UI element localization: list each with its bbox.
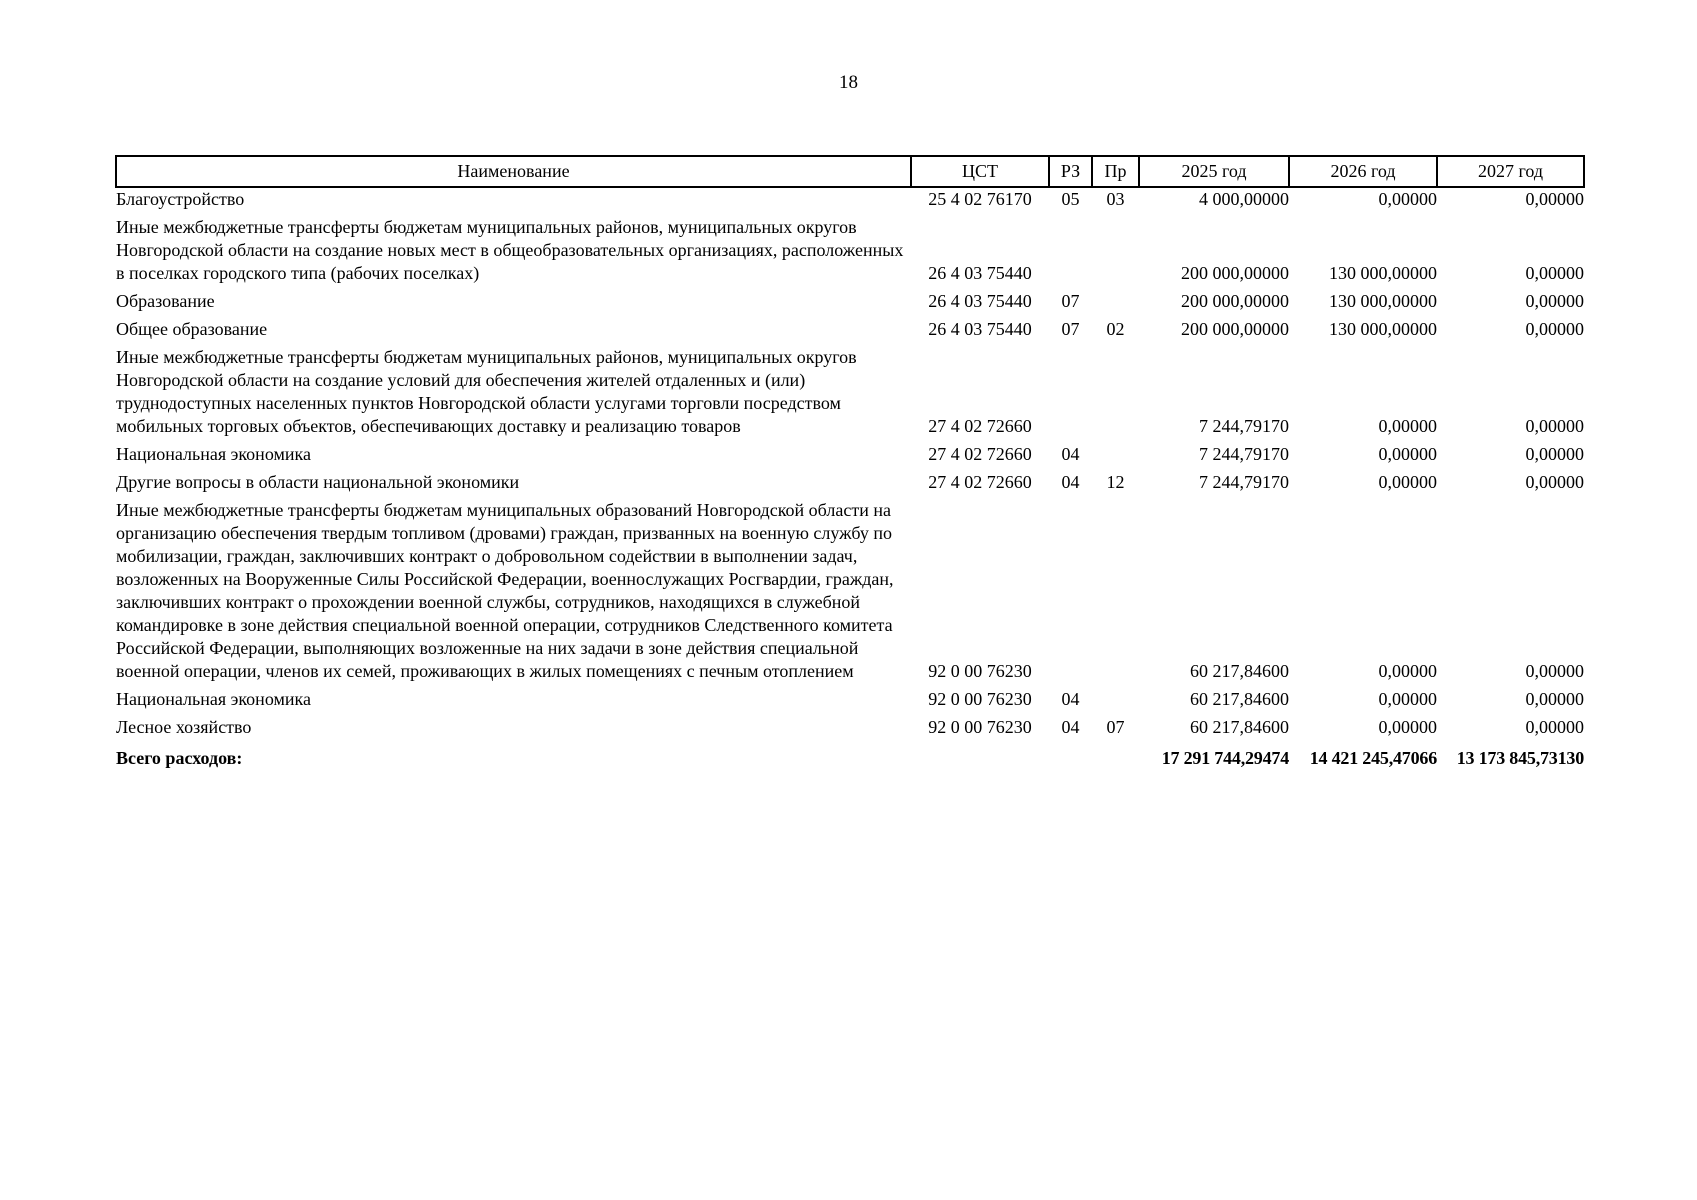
table-row — [116, 494, 1584, 683]
cell-2026: 130 000,00000 — [1329, 263, 1437, 283]
cell-rz — [1049, 341, 1092, 438]
cell-2025: 200 000,00000 — [1181, 263, 1289, 283]
total-cst — [911, 739, 1049, 770]
cell-2026: 0,00000 — [1378, 444, 1437, 464]
cell-rz: 04 — [1061, 717, 1080, 737]
cell-pr: 02 — [1106, 319, 1125, 339]
table-row — [116, 683, 1584, 711]
cell-rz: 07 — [1061, 319, 1080, 339]
cell-cst: 26 4 03 75440 — [928, 263, 1032, 283]
cell-cst: 25 4 02 76170 — [928, 189, 1032, 209]
cell-rz: 07 — [1061, 291, 1080, 311]
cell-pr — [1092, 211, 1139, 285]
cell-2026: 130 000,00000 — [1329, 291, 1437, 311]
cell-2025: 60 217,84600 — [1190, 689, 1289, 709]
cell-2027: 0,00000 — [1525, 689, 1584, 709]
cell-2026: 0,00000 — [1378, 189, 1437, 209]
cell-name: Общее образование — [116, 319, 268, 339]
table-row — [116, 187, 1584, 211]
cell-pr — [1092, 438, 1139, 466]
cell-rz — [1049, 494, 1092, 683]
cell-name: Национальная экономика — [116, 689, 311, 709]
cell-cst: 26 4 03 75440 — [928, 319, 1032, 339]
cell-name: Иные межбюджетные трансферты бюджетам муниципальных образований Новгородской области на организацию обеспечения твердым топливом (дровами) граждан, призванных на военную службу по мобилизации, граждан, заключивших контракт о добровольном содействии в выполнении задач, возложенных на Вооруженные Силы Российской Федерации, военнослужащих Росгвардии, граждан, заключивших контракт о прохождении военной службы, сотрудников, находящихся в служебной командировке в зоне действия специальной военной операции, сотрудников Следственного комитета Российской Федерации, выполняющих возложенные на них задачи в зоне действия специальной военной операции, членов их семей, проживающих в жилых помещениях с печным отоплением — [116, 500, 894, 681]
cell-2025: 200 000,00000 — [1181, 291, 1289, 311]
total-2027: 13 173 845,73130 — [1456, 748, 1584, 768]
cell-rz: 05 — [1061, 189, 1080, 209]
cell-pr: 07 — [1106, 717, 1125, 737]
cell-rz: 04 — [1061, 689, 1080, 709]
cell-2027: 0,00000 — [1525, 189, 1584, 209]
cell-pr: 12 — [1106, 472, 1125, 492]
cell-name: Образование — [116, 291, 215, 311]
table-row — [116, 711, 1584, 739]
cell-cst: 92 0 00 76230 — [928, 661, 1032, 681]
cell-pr — [1092, 285, 1139, 313]
cell-pr — [1092, 494, 1139, 683]
total-pr — [1092, 739, 1139, 770]
table-header-row — [116, 156, 1584, 187]
page-number: 18 — [839, 72, 858, 93]
cell-2025: 7 244,79170 — [1199, 472, 1289, 492]
cell-2025: 7 244,79170 — [1199, 444, 1289, 464]
total-label: Всего расходов: — [116, 748, 243, 768]
cell-cst: 26 4 03 75440 — [928, 291, 1032, 311]
header-pr: Пр — [1092, 156, 1139, 187]
cell-2026: 130 000,00000 — [1329, 319, 1437, 339]
table-row — [116, 313, 1584, 341]
total-row — [116, 739, 1584, 770]
total-rz — [1049, 739, 1092, 770]
cell-cst: 92 0 00 76230 — [928, 689, 1032, 709]
cell-2027: 0,00000 — [1525, 319, 1584, 339]
cell-2025: 60 217,84600 — [1190, 661, 1289, 681]
table-row — [116, 211, 1584, 285]
cell-2025: 60 217,84600 — [1190, 717, 1289, 737]
cell-rz: 04 — [1061, 444, 1080, 464]
cell-2025: 4 000,00000 — [1199, 189, 1289, 209]
header-name: Наименование — [116, 156, 911, 187]
cell-2026: 0,00000 — [1378, 717, 1437, 737]
cell-rz — [1049, 211, 1092, 285]
cell-2027: 0,00000 — [1525, 472, 1584, 492]
table-row — [116, 466, 1584, 494]
cell-2027: 0,00000 — [1525, 661, 1584, 681]
header-cst: ЦСТ — [911, 156, 1049, 187]
cell-2027: 0,00000 — [1525, 444, 1584, 464]
total-2025: 17 291 744,29474 — [1161, 748, 1289, 768]
budget-table — [115, 155, 1585, 770]
cell-name: Иные межбюджетные трансферты бюджетам муниципальных районов, муниципальных округов Новгородской области на создание новых мест в общеобразовательных организациях, расположенных в поселках городского типа (рабочих поселках) — [116, 217, 904, 283]
cell-2025: 7 244,79170 — [1199, 416, 1289, 436]
cell-2026: 0,00000 — [1378, 472, 1437, 492]
cell-2027: 0,00000 — [1525, 416, 1584, 436]
total-2026: 14 421 245,47066 — [1309, 748, 1437, 768]
header-rz: РЗ — [1049, 156, 1092, 187]
cell-name: Иные межбюджетные трансферты бюджетам муниципальных районов, муниципальных округов Новгородской области на создание условий для обеспечения жителей отдаленных и (или) труднодоступных населенных пунктов Новгородской области услугами торговли посредством мобильных торговых объектов, обеспечивающих доставку и реализацию товаров — [116, 347, 857, 436]
cell-pr — [1092, 341, 1139, 438]
cell-rz: 04 — [1061, 472, 1080, 492]
table-body — [116, 187, 1584, 739]
table-row — [116, 438, 1584, 466]
header-2027: 2027 год — [1437, 156, 1584, 187]
table-row — [116, 285, 1584, 313]
cell-2026: 0,00000 — [1378, 689, 1437, 709]
cell-name: Другие вопросы в области национальной экономики — [116, 472, 520, 492]
cell-2026: 0,00000 — [1378, 416, 1437, 436]
table-row — [116, 341, 1584, 438]
cell-name: Национальная экономика — [116, 444, 311, 464]
cell-cst: 92 0 00 76230 — [928, 717, 1032, 737]
cell-2025: 200 000,00000 — [1181, 319, 1289, 339]
cell-pr: 03 — [1106, 189, 1125, 209]
cell-name: Лесное хозяйство — [116, 717, 252, 737]
cell-cst: 27 4 02 72660 — [928, 472, 1032, 492]
header-2025: 2025 год — [1139, 156, 1289, 187]
cell-pr — [1092, 683, 1139, 711]
cell-2027: 0,00000 — [1525, 291, 1584, 311]
header-2026: 2026 год — [1289, 156, 1437, 187]
cell-2027: 0,00000 — [1525, 717, 1584, 737]
cell-cst: 27 4 02 72660 — [928, 416, 1032, 436]
cell-2026: 0,00000 — [1378, 661, 1437, 681]
cell-cst: 27 4 02 72660 — [928, 444, 1032, 464]
cell-name: Благоустройство — [116, 189, 245, 209]
cell-2027: 0,00000 — [1525, 263, 1584, 283]
